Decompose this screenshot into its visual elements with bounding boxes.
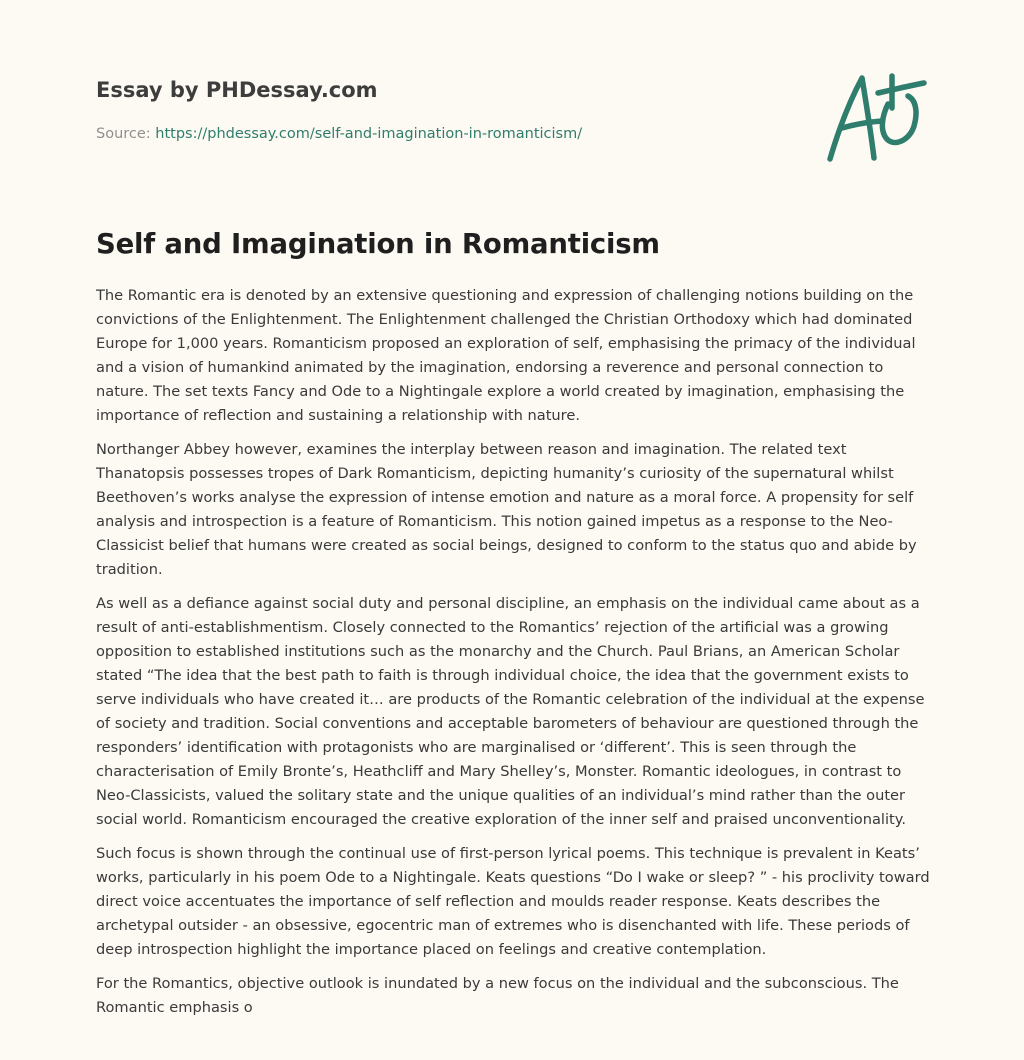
essay-paragraph: The Romantic era is denoted by an extensive questioning and expression of challenging notions building on the convictions of the Enlightenment. The Enlightenment challenged the Christian Orthodoxy which had dominated Europe for 1,000 years. Romanticism proposed an exploration of self, emphasising the primacy of the individual and a vision of humankind animated by the imagination, endorsing a reverence and personal connection to nature. The set texts Fancy and Ode to a Nightingale explore a world created by imagination, emphasising the importance of reflection and sustaining a relationship with nature. bbox=[96, 287, 916, 424]
essay-paragraph: For the Romantics, objective outlook is inundated by a new focus on the individual and the subconscious. The Romantic emphasis o bbox=[96, 975, 899, 1016]
source-label: Source: bbox=[96, 126, 151, 142]
essay-paragraph: Northanger Abbey however, examines the interplay between reason and imagination. The related text Thanatopsis possesses tropes of Dark Romanticism, depicting humanity’s curiosity of the supernatural whilst Beethoven’s works analyse the expression of intense emotion and nature as a moral force. A propensity for self analysis and introspection is a feature of Romanticism. This notion gained impetus as a response to the Neo-Classicist belief that humans were created as social beings, designed to conform to the status quo and abide by tradition. bbox=[96, 441, 917, 578]
site-brand: Essay by PHDessay.com bbox=[96, 78, 378, 102]
essay-title: Self and Imagination in Romanticism bbox=[96, 228, 660, 260]
source-link[interactable]: https://phdessay.com/self-and-imagination-in-romanticism/ bbox=[155, 126, 583, 142]
essay-header bbox=[96, 76, 936, 186]
essay-paragraph: As well as a defiance against social duty and personal discipline, an emphasis on the individual came about as a result of anti-establishmentism. Closely connected to the Romantics’ rejection of the artificial was a growing opposition to established institutions such as the monarchy and the Church. Paul Brians, an American Scholar stated “The idea that the best path to faith is through individual choice, the idea that the government exists to serve individuals who have created it… are products of the Romantic celebration of the individual at the expense of society and tradition. Social conventions and acceptable barometers of behaviour are questioned through the responders’ identification with protagonists who are marginalised or ‘different’. This is seen through the characterisation of Emily Bronte’s, Heathcliff and Mary Shelley’s, Monster. Romantic ideologues, in contrast to Neo-Classicists, valued the solitary state and the unique qualities of an individual’s mind rather than the outer social world. Romanticism encouraged the creative exploration of the inner self and praised unconventionality. bbox=[96, 595, 925, 828]
essay-body bbox=[96, 284, 932, 1030]
source-line bbox=[96, 124, 936, 144]
essay-paragraph: Such focus is shown through the continual use of first-person lyrical poems. This technique is prevalent in Keats’ works, particularly in his poem Ode to a Nightingale. Keats questions “Do I wake or sleep? ” - his proclivity toward direct voice accentuates the importance of self reflection and moulds reader response. Keats describes the archetypal outsider - an obsessive, egocentric man of extremes who is disenchanted with life. These periods of deep introspection highlight the importance placed on feelings and creative contemplation. bbox=[96, 845, 930, 958]
a-plus-grade-icon bbox=[822, 66, 930, 166]
